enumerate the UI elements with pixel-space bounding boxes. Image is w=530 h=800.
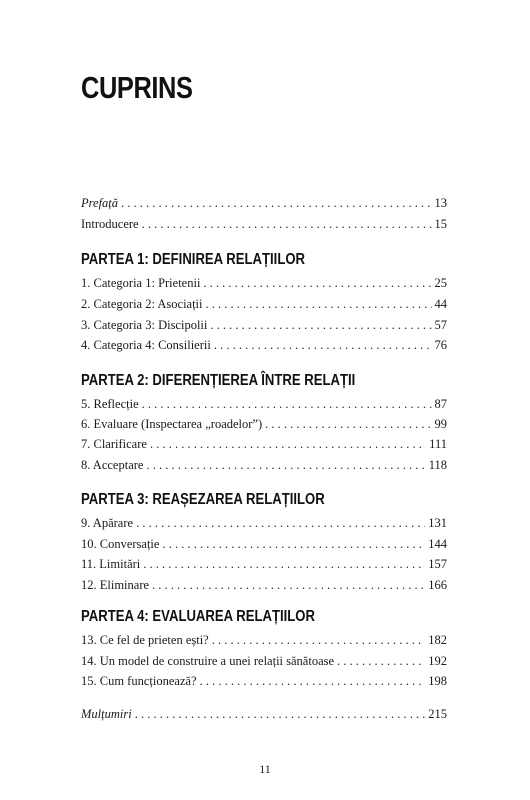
dot-leader xyxy=(265,416,431,432)
toc-entry[interactable] xyxy=(81,436,447,452)
toc-entry-label: 9. Apărare xyxy=(81,516,134,530)
toc-entry[interactable] xyxy=(81,396,447,412)
toc-entry[interactable] xyxy=(81,536,447,552)
toc-entry-page: 99 xyxy=(434,417,447,431)
dot-leader xyxy=(162,536,425,552)
toc-entry-page: 118 xyxy=(428,458,447,472)
toc-entry[interactable] xyxy=(81,632,447,648)
toc-entry-page: 13 xyxy=(434,196,447,210)
toc-entry[interactable] xyxy=(81,577,447,593)
dot-leader xyxy=(203,275,431,291)
toc-entry[interactable] xyxy=(81,296,447,312)
toc-entry-label: 12. Eliminare xyxy=(81,578,150,592)
page-title: CUPRINS xyxy=(81,70,193,105)
toc-entry-label: 1. Categoria 1: Prietenii xyxy=(81,276,201,290)
toc-entry-prefata[interactable] xyxy=(81,195,447,211)
toc-entry-multumiri[interactable] xyxy=(81,706,447,722)
toc-entry-page: 198 xyxy=(428,674,447,688)
toc-entry[interactable] xyxy=(81,515,447,531)
toc-entry-page: 144 xyxy=(428,537,447,551)
toc-entry-label: 15. Cum funcționează? xyxy=(81,674,197,688)
toc-entry[interactable] xyxy=(81,317,447,333)
toc-entry[interactable] xyxy=(81,275,447,291)
toc-entry-page: 157 xyxy=(428,557,447,571)
toc-entry-page: 25 xyxy=(434,276,447,290)
toc-entry-label: 14. Un model de construire a unei relații sănătoase xyxy=(81,654,335,668)
toc-entry-introducere[interactable] xyxy=(81,216,447,232)
toc-entry-page: 182 xyxy=(428,633,447,647)
toc-entry-page: 44 xyxy=(434,297,447,311)
part-heading-2: PARTEA 2: DIFERENȚIEREA ÎNTRE RELAȚII xyxy=(81,372,356,389)
part-heading-1: PARTEA 1: DEFINIREA RELAȚIILOR xyxy=(81,251,306,268)
toc-entry-label: 11. Limitări xyxy=(81,557,141,571)
toc-entry[interactable] xyxy=(81,337,447,353)
toc-entry-label: 13. Ce fel de prieten ești? xyxy=(81,633,209,647)
toc-entry[interactable] xyxy=(81,457,447,473)
dot-leader xyxy=(214,337,432,353)
toc-entry-page: 131 xyxy=(428,516,447,530)
part-heading-3: PARTEA 3: REAȘEZAREA RELAȚIILOR xyxy=(81,491,325,508)
toc-entry[interactable] xyxy=(81,673,447,689)
dot-leader xyxy=(142,396,432,412)
toc-entry-label: 4. Categoria 4: Consilierii xyxy=(81,338,211,352)
toc-entry-label: 3. Categoria 3: Discipolii xyxy=(81,318,208,332)
dot-leader xyxy=(143,556,425,572)
toc-entry-page: 192 xyxy=(428,654,447,668)
toc-entry-label: Introducere xyxy=(81,217,139,231)
toc-entry-label: 6. Evaluare (Inspectarea „roadelor”) xyxy=(81,417,263,431)
toc-entry[interactable] xyxy=(81,416,447,432)
toc-entry-page: 166 xyxy=(428,578,447,592)
toc-entry-label: 8. Acceptare xyxy=(81,458,144,472)
page-number: 11 xyxy=(259,762,271,776)
dot-leader xyxy=(152,577,425,593)
dot-leader xyxy=(142,216,432,232)
dot-leader xyxy=(200,673,426,689)
toc-entry-page: 87 xyxy=(434,397,447,411)
dot-leader xyxy=(212,632,426,648)
toc-entry-page: 76 xyxy=(434,338,447,352)
toc-entry[interactable] xyxy=(81,556,447,572)
toc-entry-label: 5. Reflecție xyxy=(81,397,139,411)
toc-entry-page: 215 xyxy=(428,707,447,721)
toc-entry-page: 15 xyxy=(434,217,447,231)
part-heading-4: PARTEA 4: EVALUAREA RELAȚIILOR xyxy=(81,608,315,625)
toc-entry-page: 111 xyxy=(429,437,447,451)
toc-entry-label: 2. Categoria 2: Asociații xyxy=(81,297,203,311)
dot-leader xyxy=(135,706,426,722)
toc-entry-label: Mulțumiri xyxy=(81,707,132,721)
dot-leader xyxy=(210,317,431,333)
toc-entry[interactable] xyxy=(81,653,447,669)
dot-leader xyxy=(136,515,425,531)
toc-entry-label: 10. Conversație xyxy=(81,537,160,551)
dot-leader xyxy=(150,436,426,452)
toc-entry-page: 57 xyxy=(434,318,447,332)
dot-leader xyxy=(337,653,425,669)
dot-leader xyxy=(146,457,425,473)
dot-leader xyxy=(121,195,431,211)
dot-leader xyxy=(206,296,432,312)
toc-entry-label: 7. Clarificare xyxy=(81,437,147,451)
toc-entry-label: Prefață xyxy=(81,196,119,210)
